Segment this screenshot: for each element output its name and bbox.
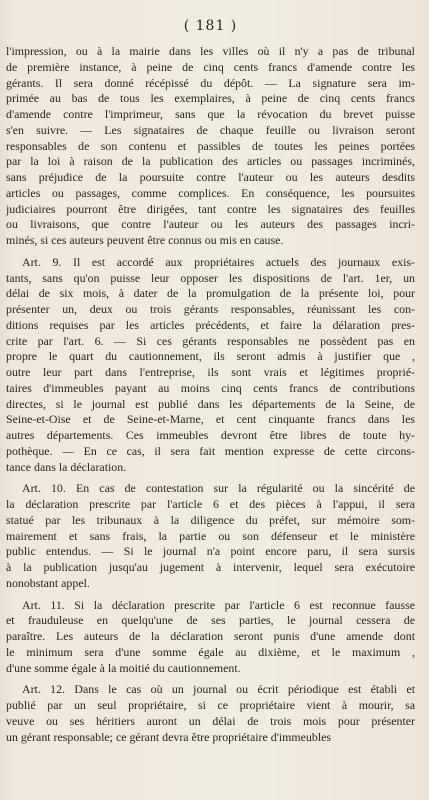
text-line: Art. 12. Dans le cas où un journal ou écrit périodique est établi et: [22, 682, 415, 697]
text-line: statué par les tribunaux à la diligence du préfet, sur mémoire som-: [6, 512, 415, 527]
text-line: outre leur part dans l'entreprise, ils sont vrais et légitimes proprié-: [6, 365, 415, 379]
text-line: Art. 11. Si la déclaration prescrite par l'article 6 est reconnue fausse: [22, 597, 415, 612]
text-line: autres départements. Ces immeubles devront être libres de toute hy-: [6, 428, 415, 442]
text-line: et frauduleuse en quelqu'une de ses parties, le journal cessera de: [6, 613, 415, 628]
text-line: ditions requises par les articles précédents, et faire la délaration pres-: [6, 317, 415, 332]
text-line: judiciaires pourront être dirigées, tant contre les signataires des feuilles: [6, 201, 415, 216]
text-line: de première instance, à peine de cinq cents francs d'amende contre les: [6, 59, 415, 74]
text-line: mairement et sans frais, la partie ou son défenseur et le ministère: [6, 528, 415, 543]
text-line: public entendus. — Si le journal n'a point encore paru, il sera sursis: [6, 544, 415, 559]
text-line: à la publication jusqu'au jugement à intervenir, lequel sera exécutoire: [6, 560, 415, 574]
text-line: veuve ou ses héritiers auront un délai de trois mois pour présenter: [6, 713, 415, 728]
paragraph: [6, 682, 415, 745]
text-line: Art. 9. Il est accordé aux propriétaires actuels des journaux exis-: [22, 254, 415, 269]
text-line: par la loi à raison de la publication des articles ou passages incriminés,: [6, 154, 415, 169]
text-line: paraître. Les auteurs de la déclaration seront punis d'une amende dont: [6, 629, 415, 643]
text-line: Art. 10. En cas de contestation sur la régularité ou la sincérité de: [22, 481, 415, 496]
paragraph: [6, 598, 415, 677]
page-text-body: [6, 44, 415, 745]
text-line: d'une somme égale à la moitié du cautionnement.: [6, 660, 241, 675]
text-line: Seine-et-Oise et de Seine-et-Marne, et cent cinquante francs dans les: [6, 412, 415, 427]
text-line: pothèque. — En ce cas, il sera fait mention expresse de cette circons-: [6, 443, 415, 458]
paragraph: [6, 481, 415, 591]
paragraph: [6, 255, 415, 476]
text-line: tants, sans qu'on puisse leur opposer les dispositions de l'art. 1er, un: [6, 270, 415, 285]
text-line: sans préjudice de la poursuite contre l'auteur ou les auteurs desdits: [6, 170, 415, 184]
text-line: ou livraisons, que contre l'auteur ou les auteurs des passages incri-: [6, 217, 415, 232]
text-line: taires d'immeubles payant au moins cinq cents francs de contributions: [6, 380, 415, 395]
page-number: ( 181 ): [183, 18, 238, 34]
text-line: le minimum sera d'une somme égale au dixième, et le maximum ,: [6, 644, 415, 659]
text-line: la déclaration prescrite par l'article 6 et des pièces à l'appui, il sera: [6, 497, 415, 511]
text-line: délai de six mois, à dater de la promulgation de la présente loi, pour: [6, 286, 415, 301]
text-line: propre le quart du cautionnement, ils seront admis à justifier que ,: [6, 349, 415, 364]
text-line: minés, si ces auteurs peuvent être connus ou mis en cause.: [6, 233, 284, 247]
text-line: crite par l'art. 6. — Si ces gérants responsables ne possèdent pas en: [6, 333, 415, 348]
text-line: responsables de son contenu et passibles de toutes les peines portées: [6, 138, 415, 153]
text-line: primée au bas de tous les exemplaires, à peine de cinq cents francs: [6, 91, 415, 106]
text-line: nonobstant appel.: [6, 575, 90, 590]
text-line: directes, si le journal est publié dans les départements de la Seine, de: [6, 396, 415, 411]
text-line: un gérant responsable; ce gérant devra être propriétaire d'immeubles: [6, 729, 332, 744]
text-line: publié par un seul propriétaire, si ce propriétaire vient à mourir, sa: [6, 698, 415, 712]
text-line: l'impression, ou à la mairie dans les villes où il n'y a pas de tribunal: [6, 44, 415, 58]
text-line: d'amende contre l'imprimeur, sans que la révocation du brevet puisse: [6, 107, 415, 121]
text-line: articles ou passages, comme complices. En conséquence, les poursuites: [6, 185, 415, 200]
paragraph: [6, 44, 415, 249]
text-line: présenter un, deux ou trois gérants responsables, réunissant les con-: [6, 302, 415, 316]
text-line: tance dans la déclaration.: [6, 459, 127, 474]
text-line: gérants. Il sera donné récépissé du dépôt. — La signature sera im-: [6, 75, 415, 90]
text-line: s'en suivre. — Les signataires de chaque feuille ou livraison seront: [6, 122, 415, 137]
